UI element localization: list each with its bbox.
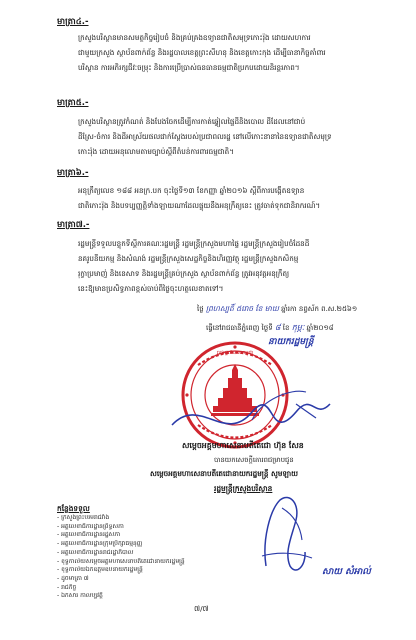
- article-7-line: នេះឱ្យមានប្រសិទ្ធភាពខ្ពស់ចាប់ពីថ្ងៃចុះហត្ថលេខាតទៅ។: [78, 284, 224, 293]
- article-4-heading: មាត្រា៤.-: [57, 17, 89, 27]
- page-number: ៧/៧: [194, 604, 209, 613]
- signatory-name: សម្ដេចអគ្គមហាសេនាបតីតេជោ ហ៊ុន សែន: [182, 441, 304, 450]
- distribution-item: - ឯកសារ កាលប្បវត្តិ: [57, 592, 103, 600]
- article-6-line: អនុក្រឹត្យលេខ ១៨៨ អនក្រ.បក ចុះថ្ងៃទី១៣ ខែកញ្ញា ឆ្នាំ២០១៦ ស្ដីពីការបង្កើតឧទ្យាន: [78, 186, 305, 195]
- solar-date-year: ឆ្នាំ២០១៨: [306, 324, 334, 332]
- presented-to: សម្ដេចអគ្គមហាសេនាបតីតេជោនាយករដ្ឋមន្ត្រី សូមឡាយ: [150, 469, 299, 478]
- article-7-line: រដ្ឋមន្ត្រីទទួលបន្ទុកទីស្ដីការគណៈរដ្ឋមន្ត្រី រដ្ឋមន្ត្រីក្រសួងមហាផ្ទៃ រដ្ឋមន្ត្រីក្រសួងរៀបចំដែនដី: [78, 239, 310, 248]
- lunar-date-prefix: ថ្ងៃ: [197, 305, 204, 313]
- article-4-line: ជាមួយក្រសួង ស្ថាប័នពាក់ព័ន្ធ និងរដ្ឋបាលខេត្តព្រះសីហនុ និងខេត្តកោះកុង ដើម្បីធានាកិច្ចគាំពារ: [78, 48, 326, 57]
- article-5-line: កោះរ៉ុង ដោយអនុលោមតាមច្បាប់ស្ដីពីតំបន់ការពារធម្មជាតិ។: [78, 147, 234, 156]
- distribution-item: - អគ្គលេខាធិការដ្ឋានរាជរដ្ឋាភិបាល: [57, 548, 134, 556]
- distribution-title: កន្លែងទទួល: [57, 504, 90, 513]
- presented-by: បានយកសេចក្ដីគោរពជម្រាបជូន: [214, 456, 294, 464]
- lunar-date-handwritten: ព្រហស្បតិ៍ ៥រោច ខែ មាឃ: [205, 304, 279, 313]
- distribution-item: - ក្រសួងព្រះបរមរាជវាំង: [57, 514, 110, 521]
- article-5-line: ដីស្រែ-ចំការ និងដីអាស្រ័យផលជាក់ស្ដែងរបស់ប្រជាពលរដ្ឋ នៅលើកោះនានានៃឧទ្យានជាតិសមុទ្រ: [78, 132, 332, 141]
- article-5-line: ក្រសួងបរិស្ថានត្រូវកំណត់ និងបែងចែកដើម្បីការកាត់ឆ្វៀលផ្ទៃដីនិងបោល ដីដែលនៅជាប់: [78, 117, 306, 126]
- signatory-title: នាយករដ្ឋមន្ត្រី: [268, 337, 314, 347]
- minister-signature-icon: [262, 497, 312, 570]
- solar-date-month: កុម្ភៈ: [291, 323, 305, 332]
- lunar-date-suffix: ឆ្នាំរកា នព្វស័ក ព.ស.២៥៦១: [281, 305, 358, 313]
- solar-date-prefix: ធ្វើនៅរាជធានីភ្នំពេញ ថ្ងៃទី: [206, 324, 273, 332]
- distribution-item: - អគ្គលេខាធិការដ្ឋានព្រឹទ្ធសភា: [57, 522, 124, 530]
- distribution-item: - ដូចមាត្រា ៧: [57, 574, 89, 582]
- seal-ring-text: រាជរដ្ឋាភិបាលកម្ពុជា: [216, 350, 254, 356]
- seal-emblem-icon: [183, 343, 287, 447]
- distribution-item: - ខុទ្ទកាល័យសម្ដេចអគ្គមហាសេនាបតីតេជោនាយករដ្ឋមន្ត្រី: [57, 557, 185, 565]
- distribution-item: - អគ្គលេខាធិការដ្ឋានរដ្ឋសភា: [57, 531, 121, 539]
- distribution-list: [57, 503, 197, 601]
- article-6-line: ជាតិកោះរ៉ុង និងបទប្បញ្ញត្តិទាំងឡាយណាដែលផ្ទុយនឹងអនុក្រឹត្យនេះ ត្រូវចាត់ទុកជានិរាករណ៍។: [78, 201, 321, 210]
- article-4-line: បរិស្ថាន ការអភិរក្សជីវៈចម្រុះ និងការប្រើប្រាស់ធនធានធម្មជាតិប្រកបដោយនិរន្តរភាព។: [78, 63, 300, 72]
- article-7-heading: មាត្រា៧.-: [57, 220, 90, 230]
- distribution-item: - ខុទ្ទកាល័យឯកឧត្ដមឧបនាយករដ្ឋមន្ត្រី: [57, 566, 143, 574]
- minister-title: រដ្ឋមន្ត្រីក្រសួងបរិស្ថាន: [214, 484, 273, 493]
- article-5-heading: មាត្រា៥.-: [57, 98, 89, 108]
- minister-name: សាយ សំអាល់: [322, 567, 371, 577]
- solar-date-day: ៨: [274, 323, 281, 332]
- article-6-heading: មាត្រា៦.-: [57, 168, 89, 178]
- article-7-line: រុក្ខាប្រមាញ់ និងនេសាទ និងរដ្ឋមន្ត្រីគ្រប់ក្រសួង ស្ថាប័នពាក់ព័ន្ធ ត្រូវអនុវត្តអនុក្រឹត្យ: [78, 269, 290, 278]
- article-4-line: ក្រសួងបរិស្ថានមានសមត្ថកិច្ចរៀបចំ និងគ្រប់គ្រងឧទ្យានជាតិសមុទ្រកោះរ៉ុង ដោយសហការ: [78, 33, 311, 42]
- solar-month-label: ខែ: [282, 324, 290, 332]
- distribution-item: - រាជកិច្ច: [57, 583, 77, 591]
- article-7-line: នគរូបនីយកម្ម និងសំណង់ រដ្ឋមន្ត្រីក្រសួងសេដ្ឋកិច្ចនិងហិរញ្ញវត្ថុ រដ្ឋមន្ត្រីក្រសួងកសិកម្ម: [78, 254, 299, 263]
- distribution-item: - អគ្គលេខាធិការដ្ឋានក្រុមប្រឹក្សាធម្មនុញ្ញ: [57, 540, 143, 548]
